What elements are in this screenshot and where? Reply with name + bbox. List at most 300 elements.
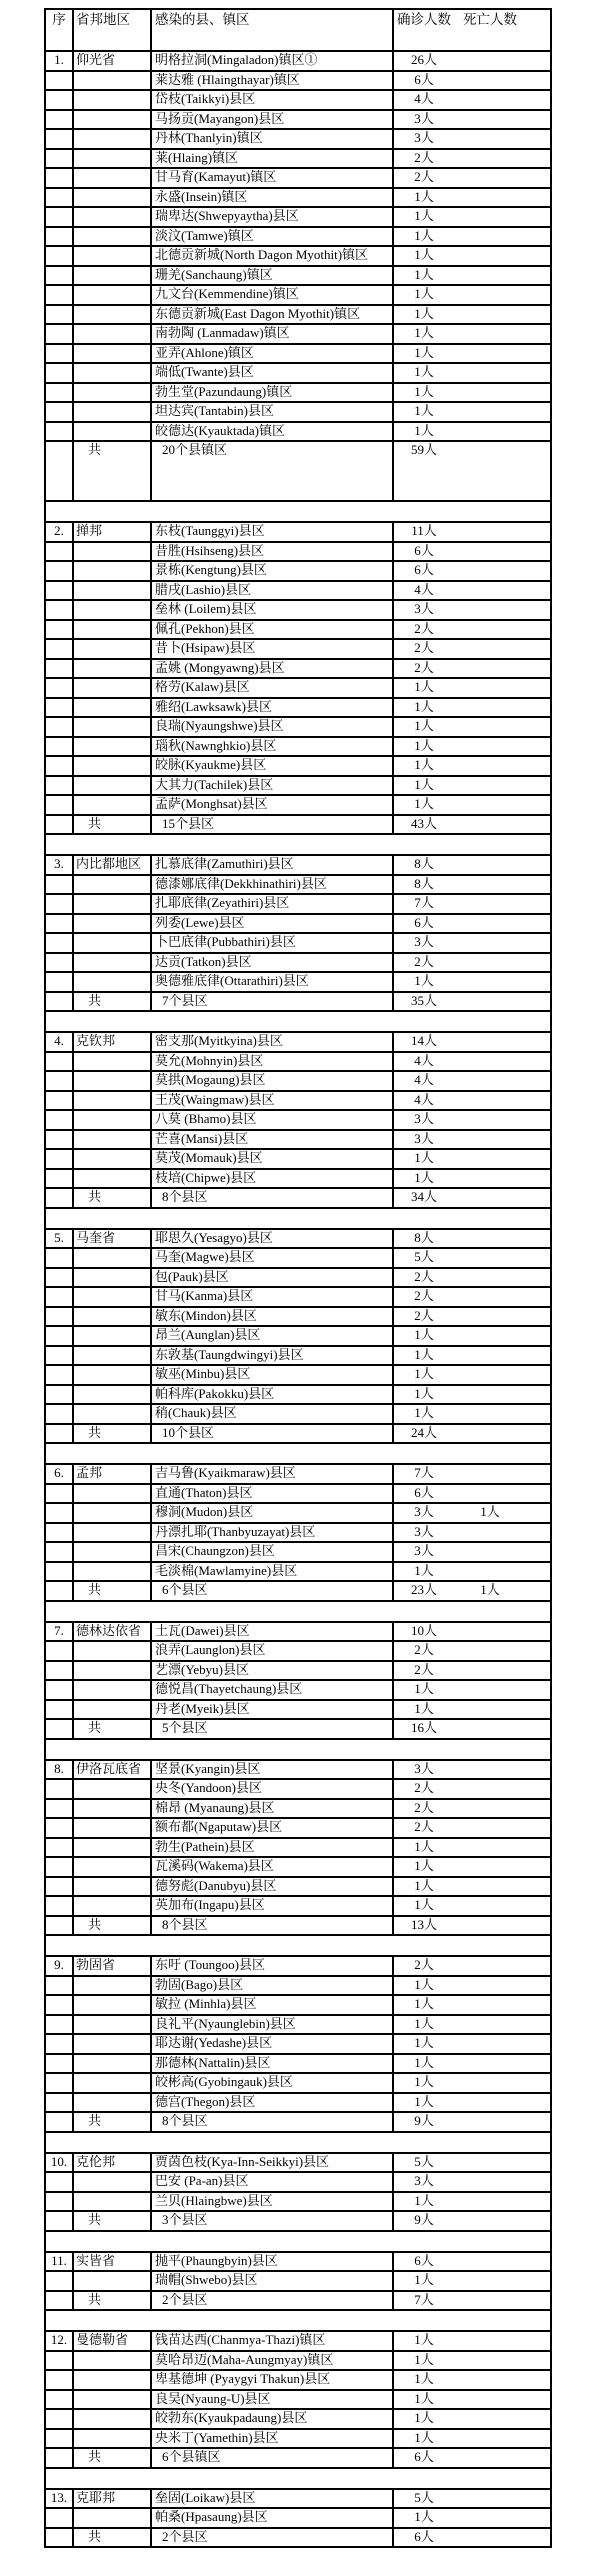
region-cell: 内比都地区 [73,855,151,875]
region-cell [73,305,151,325]
table-row [45,1503,551,1523]
confirmed-count: 1人 [414,1858,434,1874]
seq-cell [45,129,73,149]
township-cell: 瑞帽(Shwebo)县区 [151,2271,393,2291]
confirmed-count: 8人 [414,875,434,891]
table-row [45,1523,551,1543]
seq-cell [45,2351,73,2371]
confirmed-count: 1人 [414,2332,434,2348]
table-row [45,402,551,422]
table-row [45,1562,551,1582]
region-cell [73,795,151,815]
table-row [45,1229,551,1249]
seq-cell [45,1130,73,1150]
confirmed-count: 1人 [414,2074,434,2090]
seq-cell [45,2172,73,2192]
confirmed-count: 6人 [414,2449,434,2465]
township-cell: 甘马育(Kamayut)镇区 [151,168,393,188]
section-spacer-row [45,501,551,522]
deaths-header-label: 死亡人数 [463,12,517,27]
confirmed-count: 1人 [414,973,434,989]
section-total-row [45,2291,551,2311]
township-cell: 德努彪(Danubyu)县区 [151,1877,393,1897]
confirmed-count: 2人 [414,1288,434,1304]
confirmed-count: 1人 [414,188,434,204]
confirmed-count: 1人 [414,208,434,224]
counts-cell [393,1799,551,1819]
confirmed-count: 1人 [414,247,434,263]
counts-cell [393,698,551,718]
table-row [45,1818,551,1838]
counts-cell [393,246,551,266]
township-cell: 东敦基(Taungdwingyi)县区 [151,1346,393,1366]
spacer-cell [45,1208,551,1229]
counts-cell [393,1032,551,1052]
region-cell [73,2409,151,2429]
total-label-cell: 共 [73,992,151,1012]
table-row [45,1052,551,1072]
confirmed-count: 2人 [414,1268,434,1284]
counts-cell [393,972,551,992]
total-count-cell: 6个县镇区 [151,2448,393,2468]
region-cell [73,1877,151,1897]
table-row [45,129,551,149]
region-cell: 孟邦 [73,1464,151,1484]
counts-cell [393,1091,551,1111]
township-cell: 英加布(Ingapu)县区 [151,1896,393,1916]
seq-cell [45,600,73,620]
seq-cell [45,2015,73,2035]
confirmed-count: 1人 [414,2351,434,2367]
table-body [45,9,551,2547]
confirmed-count: 24人 [410,1424,437,1440]
region-cell [73,168,151,188]
seq-cell [45,2054,73,2074]
seq-cell [45,2448,73,2468]
seq-cell [45,1877,73,1897]
table-row [45,305,551,325]
confirmed-count: 1人 [414,383,434,399]
seq-cell [45,1365,73,1385]
section-total-row [45,1424,551,1444]
township-cell: 佩孔(Pekhon)县区 [151,620,393,640]
seq-cell [45,795,73,815]
township-cell: 莫允(Mohnyin)县区 [151,1052,393,1072]
region-cell [73,1268,151,1288]
confirmed-count: 2人 [414,659,434,675]
section-total-row [45,441,551,501]
table-row [45,363,551,383]
spacer-cell [45,2132,551,2153]
counts-cell [393,266,551,286]
township-cell: 扎慕底律(Zamuthiri)县区 [151,855,393,875]
seq-cell [45,1404,73,1424]
counts-cell [393,1424,551,1444]
table-row [45,1680,551,1700]
counts-cell [393,2489,551,2509]
township-cell: 南勃陶 (Lanmadaw)镇区 [151,324,393,344]
seq-cell [45,914,73,934]
seq-cell: 13. [45,2489,73,2509]
region-cell [73,129,151,149]
seq-cell [45,90,73,110]
table-row [45,1622,551,1642]
confirmed-count: 1人 [414,2509,434,2525]
section-spacer-row [45,834,551,855]
seq-cell: 4. [45,1032,73,1052]
township-cell: 永盛(Insein)镇区 [151,188,393,208]
seq-cell [45,2034,73,2054]
seq-cell [45,1896,73,1916]
region-cell [73,2192,151,2212]
counts-cell [393,383,551,403]
seq-cell [45,110,73,130]
table-row [45,168,551,188]
township-cell: 贾茵色枝(Kya-Inn-Seikkyi)县区 [151,2153,393,2173]
township-cell: 敏拉 (Minhla)县区 [151,1995,393,2015]
region-cell: 实皆省 [73,2252,151,2272]
table-row [45,2172,551,2192]
region-cell: 曼德勒省 [73,2331,151,2351]
table-row [45,972,551,992]
table-row [45,659,551,679]
region-cell [73,1779,151,1799]
region-cell: 克钦邦 [73,1032,151,1052]
counts-cell [393,1916,551,1936]
table-row [45,1169,551,1189]
township-cell: 端低(Twante)县区 [151,363,393,383]
total-label-cell: 共 [73,1581,151,1601]
counts-cell [393,71,551,91]
confirmed-count: 1人 [414,796,434,812]
seq-cell [45,1385,73,1405]
confirmed-count: 1人 [414,1838,434,1854]
township-cell: 直通(Thaton)县区 [151,1484,393,1504]
counts-cell [393,1641,551,1661]
counts-cell [393,1268,551,1288]
table-row [45,855,551,875]
township-cell: 钱苗达西(Chanmya-Thazi)镇区 [151,2331,393,2351]
confirmed-count: 1人 [414,2093,434,2109]
counts-cell [393,422,551,442]
seq-cell [45,1542,73,1562]
region-cell [73,71,151,91]
case-table [44,8,552,2548]
counts-cell [393,2271,551,2291]
table-row [45,581,551,601]
seq-cell [45,678,73,698]
counts-cell [393,1995,551,2015]
table-row [45,266,551,286]
township-cell: 稍(Chauk)县区 [151,1404,393,1424]
table-row [45,90,551,110]
counts-cell [393,2370,551,2390]
spacer-cell [45,501,551,522]
death-count: 1人 [480,1504,500,1520]
counts-cell [393,2034,551,2054]
counts-cell [393,1562,551,1582]
total-count-cell: 10个县区 [151,1424,393,1444]
table-row [45,1130,551,1150]
region-cell [73,2073,151,2093]
total-label-cell: 共 [73,1188,151,1208]
region-cell [73,110,151,130]
seq-cell [45,2073,73,2093]
table-row [45,1641,551,1661]
region-cell [73,402,151,422]
counts-cell [393,522,551,542]
region-cell [73,1700,151,1720]
counts-cell [393,227,551,247]
confirmed-count: 8人 [414,1229,434,1245]
region-cell [73,659,151,679]
region-cell [73,2508,151,2528]
seq-cell [45,815,73,835]
table-row [45,2252,551,2272]
counts-cell [393,659,551,679]
seq-cell [45,933,73,953]
counts-cell [393,1326,551,1346]
confirmed-count: 6人 [414,542,434,558]
table-row [45,383,551,403]
township-cell: 丹漂扎耶(Thanbyuzayat)县区 [151,1523,393,1543]
total-count-cell: 8个县区 [151,2112,393,2132]
township-cell: 雅绍(Lawksawk)县区 [151,698,393,718]
confirmed-count: 3人 [414,1504,434,1520]
region-cell [73,1307,151,1327]
confirmed-count: 2人 [414,1799,434,1815]
counts-cell [393,795,551,815]
township-cell: 八莫 (Bhamo)县区 [151,1110,393,1130]
seq-cell [45,972,73,992]
region-cell [73,1071,151,1091]
seq-cell: 7. [45,1622,73,1642]
seq-cell [45,363,73,383]
region-cell [73,188,151,208]
seq-cell [45,1838,73,1858]
region-cell [73,1404,151,1424]
region-cell [73,1799,151,1819]
table-row [45,2351,551,2371]
region-cell [73,1326,151,1346]
seq-cell [45,188,73,208]
region-cell [73,1484,151,1504]
seq-cell [45,344,73,364]
counts-cell [393,1838,551,1858]
section-spacer-row [45,2231,551,2252]
table-row [45,2508,551,2528]
confirmed-count: 1人 [414,2371,434,2387]
counts-cell [393,363,551,383]
confirmed-count: 1人 [414,737,434,753]
seq-cell [45,1976,73,1996]
seq-cell [45,168,73,188]
confirmed-count: 3人 [414,2173,434,2189]
seq-cell [45,1523,73,1543]
table-row [45,2331,551,2351]
region-cell [73,149,151,169]
table-row [45,776,551,796]
township-cell: 莱(Hlaing)镇区 [151,149,393,169]
confirmed-count: 4人 [414,1091,434,1107]
township-cell: 良吴(Nyaung-U)县区 [151,2390,393,2410]
confirmed-count: 4人 [414,1072,434,1088]
region-cell: 德林达依省 [73,1622,151,1642]
confirmed-count: 9人 [414,2113,434,2129]
region-cell [73,875,151,895]
confirmed-count: 2人 [414,149,434,165]
total-label-cell: 共 [73,2112,151,2132]
table-row [45,227,551,247]
region-cell [73,639,151,659]
region-cell [73,2271,151,2291]
region-cell [73,1857,151,1877]
township-cell: 德悦昌(Thayetchaung)县区 [151,1680,393,1700]
seq-cell [45,402,73,422]
counts-cell [393,1385,551,1405]
region-cell [73,737,151,757]
region-cell [73,324,151,344]
counts-cell [393,2112,551,2132]
counts-cell [393,1976,551,1996]
confirmed-count: 1人 [414,403,434,419]
confirmed-count: 3人 [414,110,434,126]
table-row [45,285,551,305]
region-cell [73,422,151,442]
confirmed-count: 4人 [414,91,434,107]
seq-cell [45,1719,73,1739]
spacer-cell [45,1935,551,1956]
seq-cell: 8. [45,1760,73,1780]
table-row [45,2015,551,2035]
counts-cell [393,2390,551,2410]
section-total-row [45,1916,551,1936]
confirmed-count: 43人 [410,815,437,831]
region-cell [73,246,151,266]
total-label-cell: 共 [73,441,151,501]
table-row [45,2489,551,2509]
counts-cell [393,1169,551,1189]
counts-cell [393,1622,551,1642]
confirmed-count: 59人 [410,442,437,457]
confirmed-count: 16人 [410,1720,437,1736]
township-cell: 东德贡新城(East Dagon Myothit)镇区 [151,305,393,325]
table-row [45,620,551,640]
township-cell: 棉昂 (Myanaung)县区 [151,1799,393,1819]
seq-cell [45,227,73,247]
counts-cell [393,2351,551,2371]
seq-cell [45,285,73,305]
seq-cell [45,1779,73,1799]
table-row [45,1365,551,1385]
table-row [45,1857,551,1877]
region-cell [73,581,151,601]
township-cell: 枝培(Chipwe)县区 [151,1169,393,1189]
table-row [45,1700,551,1720]
township-cell: 兰贝(Hlaingbwe)县区 [151,2192,393,2212]
table-row [45,1779,551,1799]
seq-cell [45,620,73,640]
table-row [45,188,551,208]
confirmed-header-label: 确诊人数 [397,12,451,27]
table-row [45,1484,551,1504]
confirmed-count: 2人 [414,620,434,636]
confirmed-count: 26人 [410,52,437,68]
confirmed-count: 2人 [414,953,434,969]
region-cell [73,914,151,934]
confirmed-count: 1人 [414,305,434,321]
counts-cell [393,149,551,169]
spacer-cell [45,1601,551,1622]
table-row [45,110,551,130]
seq-cell [45,756,73,776]
township-cell: 昌宋(Chaungzon)县区 [151,1542,393,1562]
confirmed-count: 35人 [410,992,437,1008]
confirmed-count: 1人 [414,1700,434,1716]
seq-cell [45,2192,73,2212]
counts-cell [393,1581,551,1601]
confirmed-count: 1人 [414,1385,434,1401]
township-cell: 莫拱(Mogaung)县区 [151,1071,393,1091]
township-cell: 大其力(Tachilek)县区 [151,776,393,796]
seq-cell [45,383,73,403]
township-cell: 王茂(Waingmaw)县区 [151,1091,393,1111]
seq-cell [45,1680,73,1700]
township-cell: 勃生(Pathein)县区 [151,1838,393,1858]
section-spacer-row [45,1935,551,1956]
seq-cell [45,581,73,601]
counts-cell [393,1248,551,1268]
counts-cell [393,2508,551,2528]
region-cell [73,2015,151,2035]
region-cell [73,1896,151,1916]
section-total-row [45,1719,551,1739]
township-cell: 东吁 (Toungoo)县区 [151,1956,393,1976]
seq-cell [45,953,73,973]
confirmed-count: 1人 [414,325,434,341]
counts-cell [393,737,551,757]
confirmed-count: 1人 [414,2035,434,2051]
header-township: 感染的县、镇区 [151,9,393,51]
table-row [45,1877,551,1897]
seq-cell [45,305,73,325]
seq-cell [45,1503,73,1523]
table-row [45,2429,551,2449]
counts-cell [393,1661,551,1681]
township-cell: 马扬贡(Mayangon)县区 [151,110,393,130]
township-cell: 岱枝(Taikkyi)县区 [151,90,393,110]
section-total-row [45,815,551,835]
township-cell: 垒林 (Loilem)县区 [151,600,393,620]
seq-cell [45,875,73,895]
spacer-cell [45,834,551,855]
township-cell: 坦达宾(Tantabin)县区 [151,402,393,422]
total-label-cell: 共 [73,2291,151,2311]
seq-cell [45,1268,73,1288]
township-cell: 列委(Lewe)县区 [151,914,393,934]
township-cell: 勃生堂(Pazundaung)镇区 [151,383,393,403]
total-count-cell: 8个县区 [151,1916,393,1936]
section-total-row [45,1581,551,1601]
total-label-cell: 共 [73,1424,151,1444]
seq-cell [45,1326,73,1346]
counts-cell [393,51,551,71]
header-row [45,9,551,51]
section-total-row [45,2528,551,2548]
table-row [45,2073,551,2093]
counts-cell [393,1896,551,1916]
confirmed-count: 1人 [414,266,434,282]
